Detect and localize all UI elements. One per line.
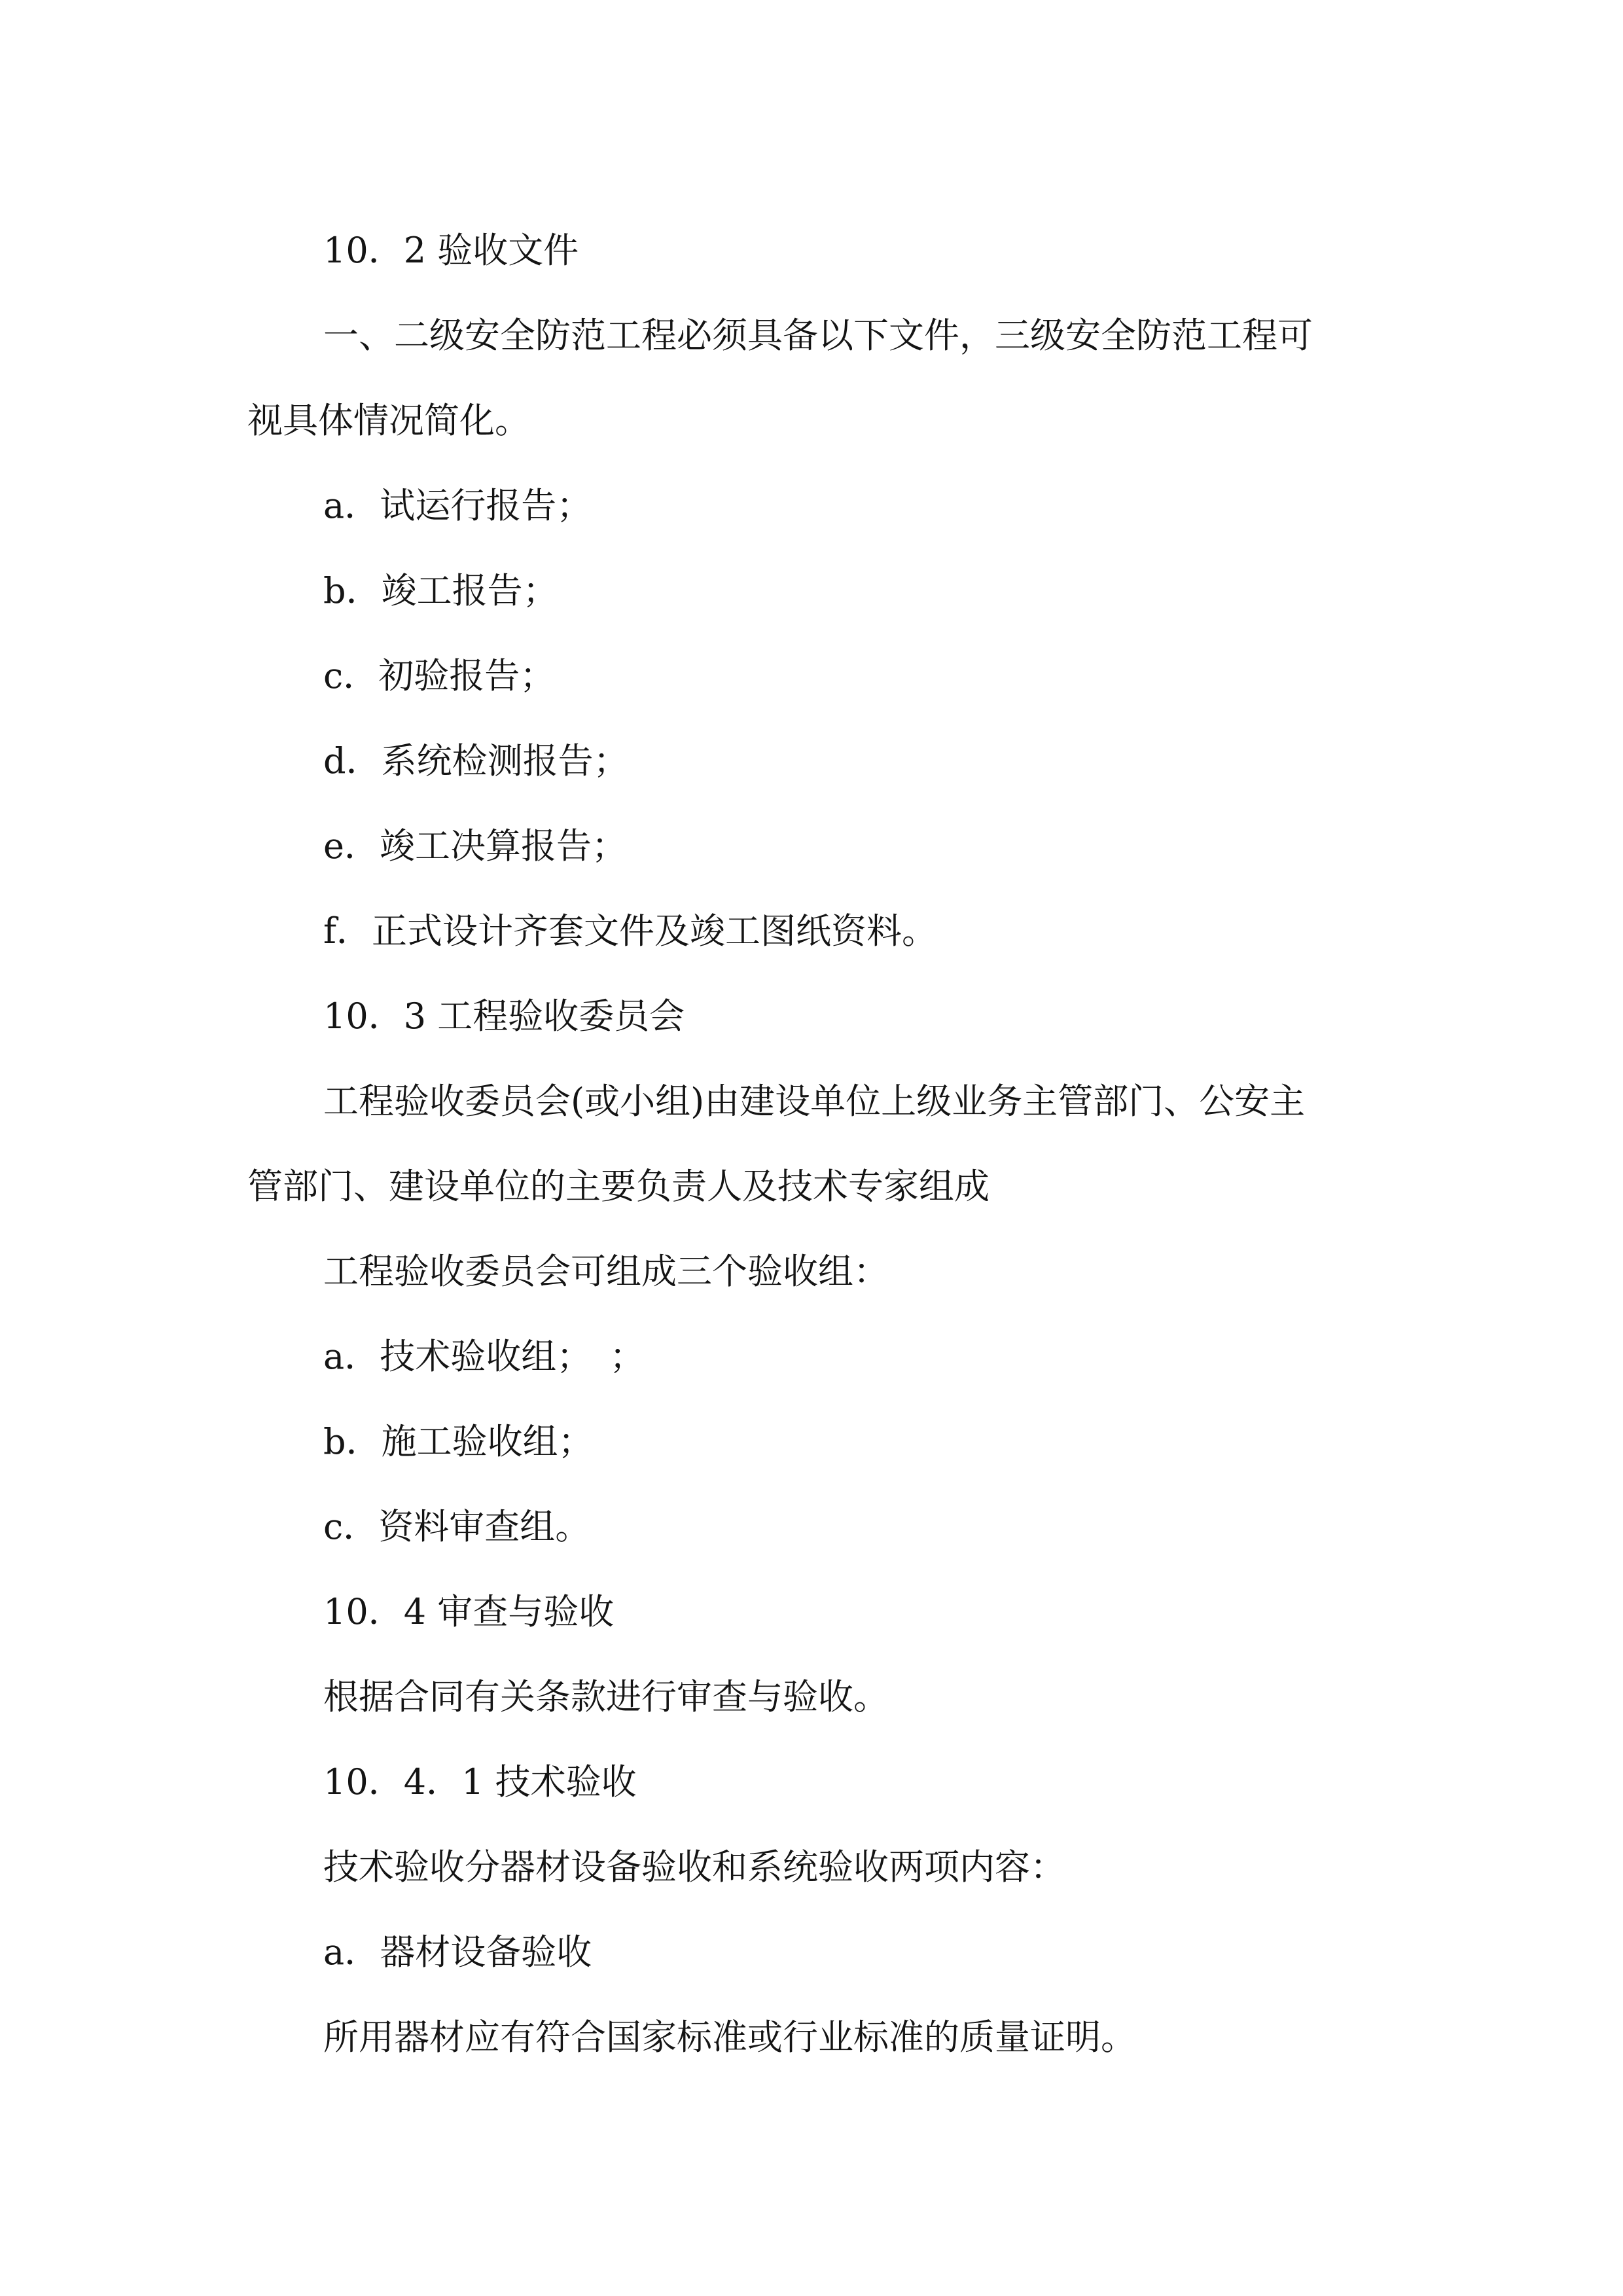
paragraph-line: 根据合同有关条款进行审查与验收。 (323, 1676, 889, 1717)
section-heading-10-4: 10．4 审查与验收 (323, 1591, 615, 1632)
paragraph-line: 技术验收分器材设备验收和系统验收两项内容： (323, 1846, 1065, 1888)
list-item: b．竣工报告； (323, 570, 558, 611)
section-heading-10-4-1: 10．4．1 技术验收 (323, 1761, 637, 1803)
section-heading-10-3: 10．3 工程验收委员会 (323, 996, 685, 1037)
paragraph-line: 工程验收委员会可组成三个验收组： (323, 1251, 889, 1292)
paragraph-line: 管部门、建设单位的主要负责人及技术专家组成 (247, 1166, 990, 1207)
list-item: d．系统检测报告； (323, 740, 629, 781)
list-item: c．资料审查组。 (323, 1506, 591, 1547)
paragraph-line: 所用器材应有符合国家标准或行业标准的质量证明。 (323, 2017, 1136, 2058)
list-item: e．竣工决算报告； (323, 825, 627, 867)
list-item: a．器材设备验收 (323, 1931, 592, 1973)
list-item: b．施工验收组； (323, 1421, 594, 1462)
section-heading-10-2: 10．2 验收文件 (323, 230, 579, 271)
paragraph-line: 一、二级安全防范工程必须具备以下文件，三级安全防范工程可 (323, 315, 1313, 356)
list-item: a．技术验收组； ； (323, 1336, 645, 1377)
paragraph-line: 工程验收委员会(或小组)由建设单位上级业务主管部门、公安主 (323, 1081, 1306, 1122)
list-item: a．试运行报告； (323, 485, 592, 526)
list-item: c．初验报告； (323, 655, 556, 696)
document-body (247, 208, 1386, 2080)
paragraph-line: 视具体情况简化。 (247, 400, 530, 441)
list-item: f．正式设计齐套文件及竣工图纸资料。 (323, 910, 937, 952)
